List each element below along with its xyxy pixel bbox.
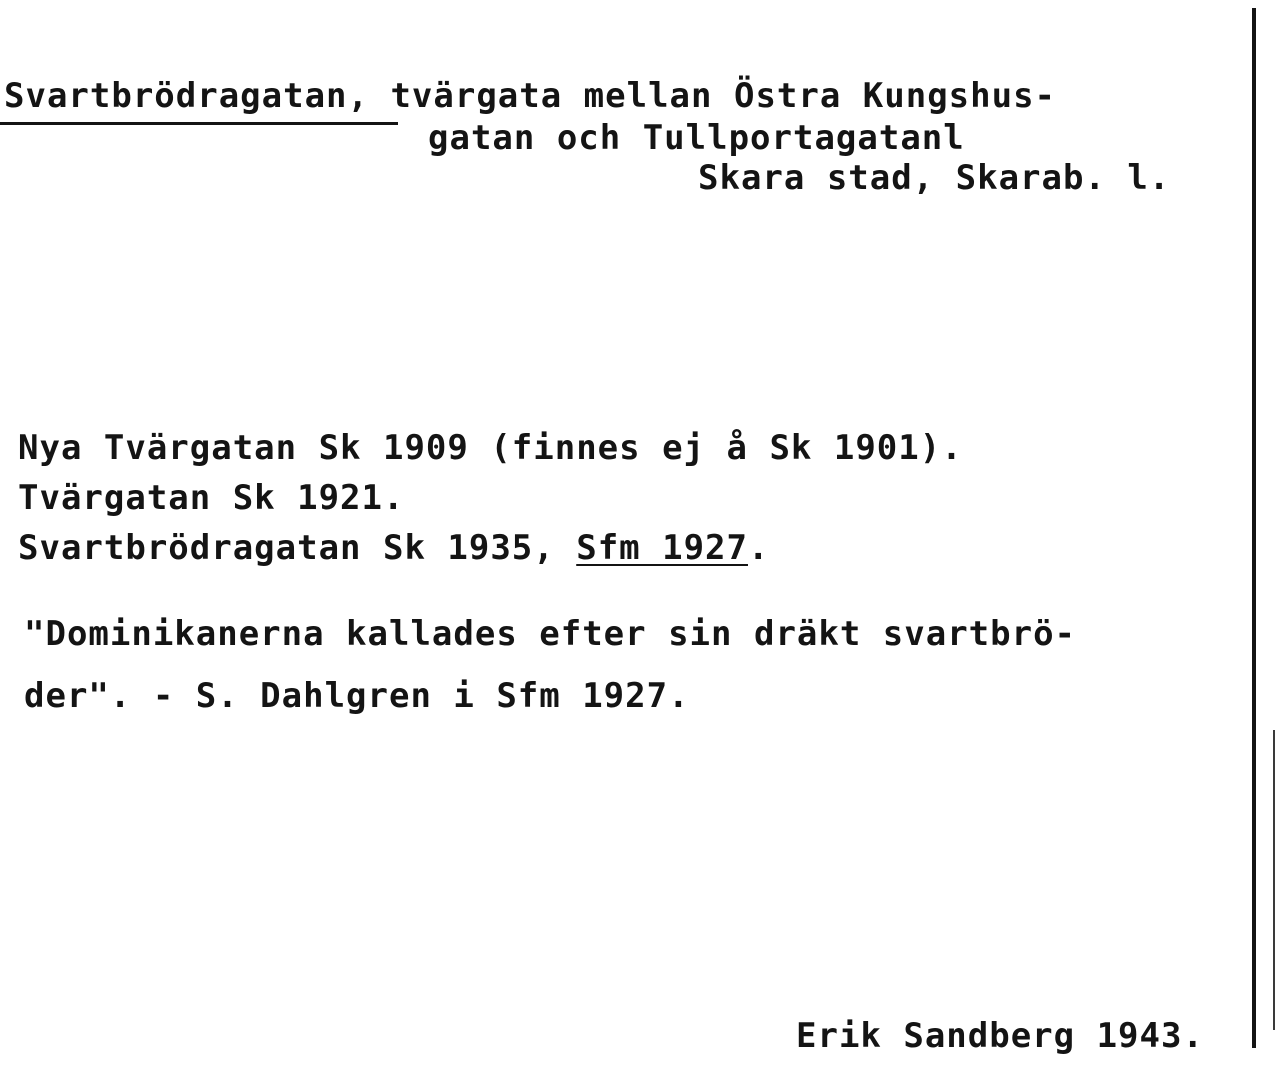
heading-line-3: Skara stad, Skarab. l. [698, 158, 1171, 198]
history-line-3-suffix: . [747, 528, 770, 568]
history-line-1: Nya Tvärgatan Sk 1909 (finnes ej å Sk 1901). [18, 428, 963, 468]
history-line-2: Tvärgatan Sk 1921. [18, 478, 405, 518]
card-edge-line-secondary [1273, 730, 1275, 1030]
quote-line-2: der". - S. Dahlgren i Sfm 1927. [24, 676, 690, 716]
street-name-underline [0, 122, 398, 125]
card-edge-line [1252, 8, 1256, 1048]
heading-line-1 [4, 76, 1056, 116]
sfm-reference: Sfm 1927 [576, 528, 748, 568]
signature: Erik Sandberg 1943. [796, 1016, 1204, 1056]
history-line-3-prefix: Svartbrödragatan Sk 1935, [18, 528, 577, 568]
street-name: Svartbrödragatan [4, 76, 348, 116]
heading-line-1-rest: , tvärgata mellan Östra Kungshus- [347, 76, 1057, 116]
heading-line-2: gatan och Tullportagatanl [428, 118, 965, 158]
history-line-3 [18, 528, 769, 568]
quote-line-1: "Dominikanerna kallades efter sin dräkt svartbrö- [24, 614, 1077, 654]
